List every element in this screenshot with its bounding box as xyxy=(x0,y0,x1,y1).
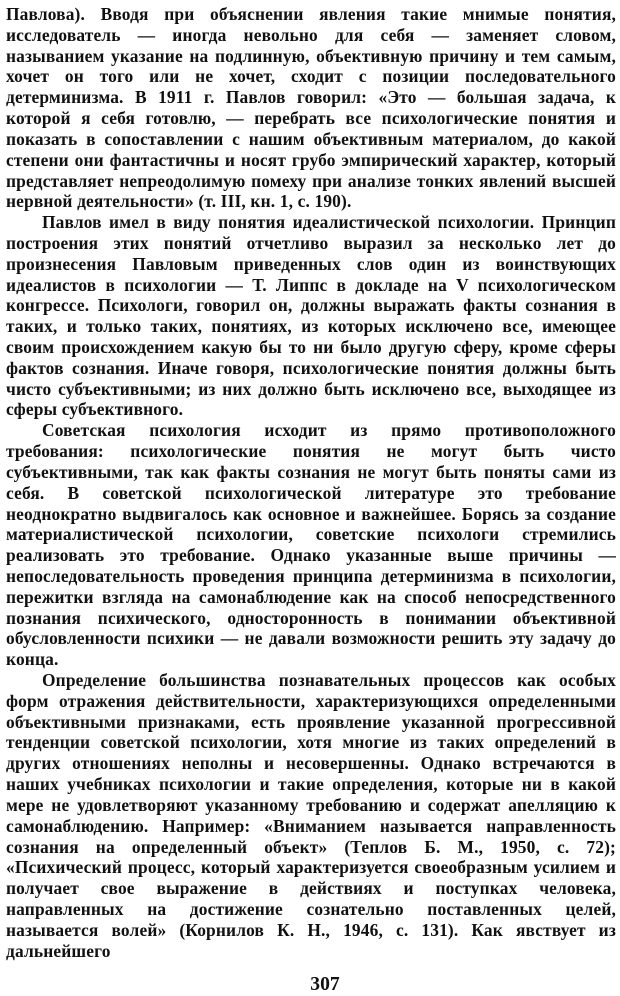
paragraph-soviet-psychology: Советская психология исходит из прямо противоположного требования: психологические понятия не могут быть чисто субъективными, так как факты сознания не могут быть поняты сами из себя. В советской психологической литературе это требование неоднократно выдвигалось как основное и важнейшее. Борясь за создание материалистической психологии, советские психологи стремились реализовать это требование. Однако указанные выше причины — непоследовательность проведения принципа детерминизма в психологии, пережитки взгляда на самонаблюдение как на способ непосредственного познания психического, односторонность в понимании объективной обусловленности психики — не давали возможности решить эту задачу до конца. xyxy=(6,420,616,670)
paragraph-lipps: Павлов имел в виду понятия идеалистической психологии. Принцип построения этих понятий отчетливо выразил за несколько лет до произнесения Павловым приведенных слов один из воинствующих идеалистов в психологии — Т. Липпс в докладе на V психологическом конгрессе. Психологи, говорил он, должны выражать факты сознания в таких, и только таких, понятиях, из которых исключено все, имеющее своим происхождением какую бы то ни было другую сферу, кроме сферы фактов сознания. Иначе говоря, психологические понятия должны быть чисто субъективными; из них должно быть исключено все, выходящее из сферы субъективного. xyxy=(6,212,616,420)
page-number: 307 xyxy=(310,974,340,995)
paragraph-definitions: Определение большинства познавательных процессов как особых форм отражения действительности, характеризующихся определенными объективными признаками, есть проявление указанной прогрессивной тенденции советской психологии, хотя многие из таких определений в других отношениях неполны и несовершенны. Однако встречаются в наших учебниках психологии и такие определения, которые ни в какой мере не удовлетворяют указанному требованию и содержат апелляцию к самонаблюдению. Например: «Вниманием называется направленность сознания на определенный объект» (Теплов Б. М., 1950, с. 72); «Психический процесс, который характеризуется своеобразным усилием и получает свое выражение в действиях и поступках человека, направленных на достижение сознательно поставленных целей, называется волей» (Корнилов К. Н., 1946, с. 131). Как явствует из дальнейшего xyxy=(6,670,616,961)
paragraph-continuation: Павлова). Вводя при объяснении явления такие мнимые понятия, исследователь — иногда невольно для себя — заменяет словом, называнием указание на подлинную, объективную причину и тем самым, хочет он того или не хочет, сходит с позиции последовательного детерминизма. В 1911 г. Павлов говорил: «Это — большая задача, к которой я себя готовлю, — перебрать все психологические понятия и показать в сопоставлении с нашим объективным материалом, до какой степени они фантастичны и носят грубо эмпирический характер, который представляет непреодолимую помеху при анализе тонких явлений высшей нервной деятельности» (т. III, кн. 1, с. 190). xyxy=(6,4,616,212)
body-text xyxy=(6,4,616,961)
